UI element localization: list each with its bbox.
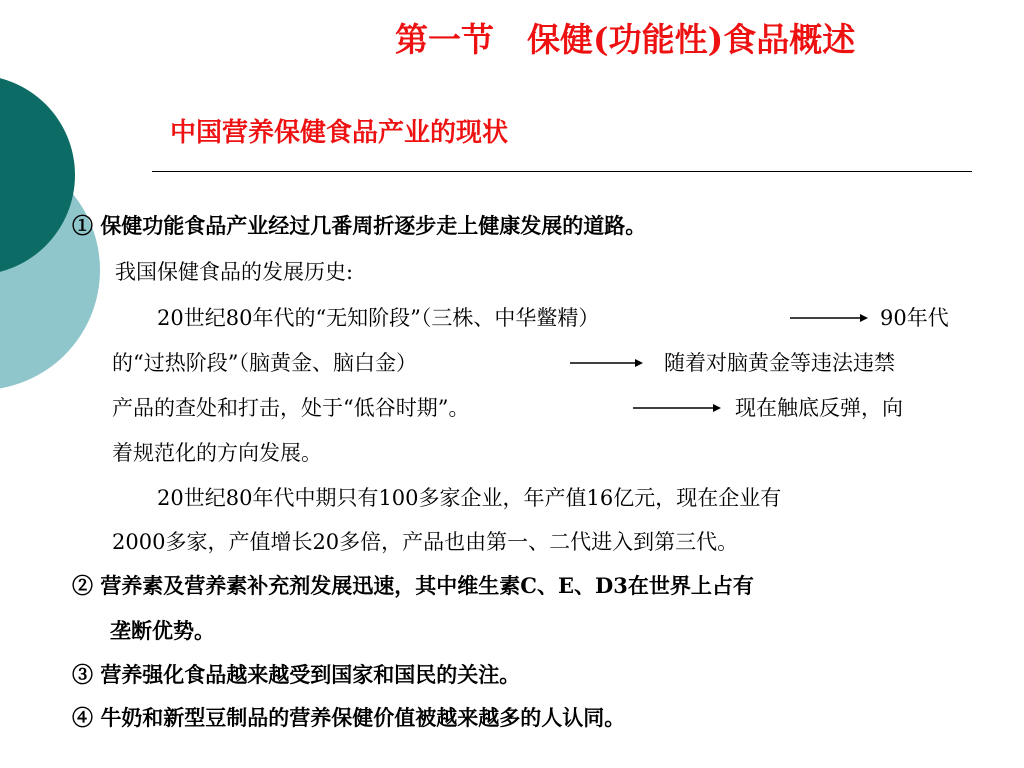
slide-subtitle: 中国营养保健食品产业的现状 bbox=[170, 118, 509, 148]
history-p1-line1a: 20世纪80年代的“无知阶段”（三株、中华鳖精） bbox=[157, 306, 600, 330]
history-p1-line3a: 产品的查处和打击，处于“低谷时期”。 bbox=[112, 396, 470, 420]
point-3 bbox=[72, 661, 520, 689]
point-text: 保健功能食品产业经过几番周折逐步走上健康发展的道路。 bbox=[100, 213, 647, 238]
history-p1-line1b: 90年代 bbox=[880, 306, 949, 330]
point-text: 营养素及营养素补充剂发展迅速，其中维生素C、E、D3在世界上占有 bbox=[100, 573, 754, 598]
history-p1-line4: 着规范化的方向发展。 bbox=[112, 441, 322, 465]
arrow-right-icon bbox=[790, 310, 870, 326]
point-2 bbox=[72, 572, 754, 600]
arrow-right-icon bbox=[570, 355, 645, 371]
point-text: 营养强化食品越来越受到国家和国民的关注。 bbox=[100, 662, 521, 687]
point-marker: ① bbox=[72, 213, 93, 238]
history-p1-line2b: 随着对脑黄金等违法违禁 bbox=[664, 351, 895, 375]
history-p1-line3b: 现在触底反弹，向 bbox=[735, 396, 903, 420]
history-p2-line2: 2000多家，产值增长20多倍，产品也由第一、二代进入到第三代。 bbox=[112, 530, 739, 554]
point-4 bbox=[72, 704, 625, 732]
history-p2-line1: 20世纪80年代中期只有100多家企业，年产值16亿元，现在企业有 bbox=[157, 486, 782, 510]
arrow-right-icon bbox=[633, 400, 723, 416]
point-marker: ④ bbox=[72, 705, 93, 730]
point-text: 牛奶和新型豆制品的营养保健价值被越来越多的人认同。 bbox=[100, 705, 626, 730]
point-1 bbox=[72, 212, 646, 240]
point-marker: ② bbox=[72, 573, 93, 598]
point-2-continuation: 垄断优势。 bbox=[110, 618, 215, 643]
history-heading: 我国保健食品的发展历史: bbox=[115, 260, 354, 284]
point-marker: ③ bbox=[72, 662, 93, 687]
slide-title: 第一节 保健(功能性)食品概述 bbox=[395, 20, 856, 59]
divider-line bbox=[152, 171, 972, 172]
history-p1-line2a: 的“过热阶段”（脑黄金、脑白金） bbox=[112, 351, 417, 375]
